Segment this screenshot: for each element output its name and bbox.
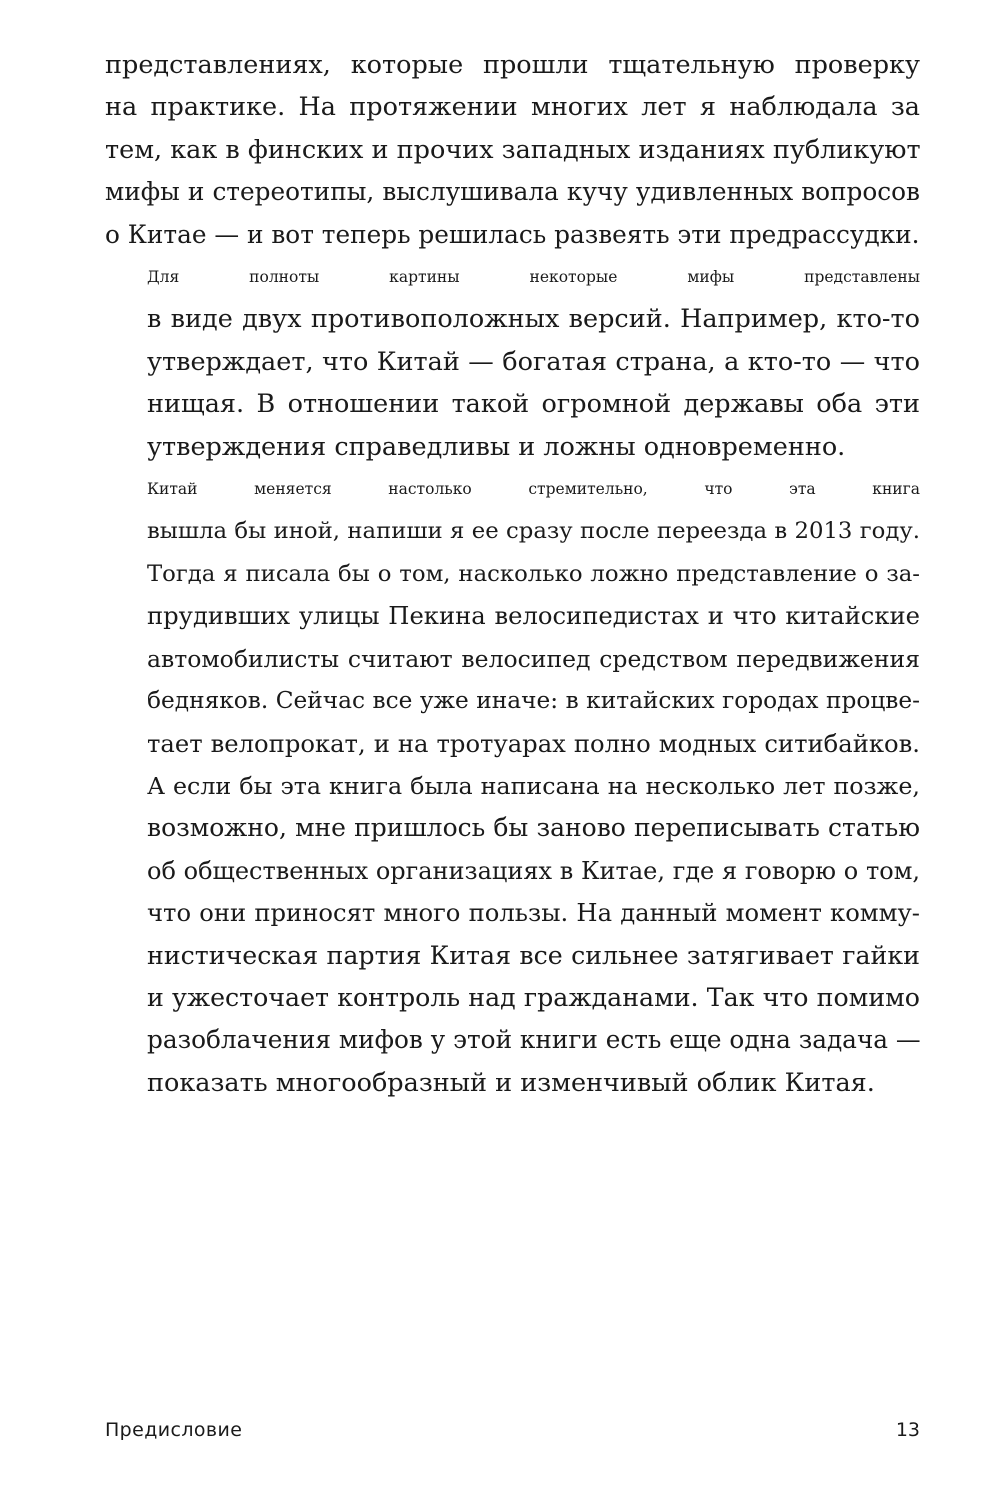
body-text: [105, 44, 920, 1104]
page-number: 13: [895, 1419, 920, 1441]
paragraph: [105, 44, 920, 256]
text-line: утверждает, что Китай — богатая страна, а кто-то — что: [147, 346, 920, 377]
text-line: тает велопрокат, и на тротуарах полно модных ситибайков.: [147, 728, 920, 758]
text-line: показать многообразный и изменчивый облик Китая.: [147, 1067, 875, 1098]
text-line: разоблачения мифов у этой книги есть еще одна задача —: [147, 1025, 921, 1055]
text-line: нищая. В отношении такой огромной державы оба эти: [147, 389, 920, 420]
text-line: прудивших улицы Пекина велосипедистах и что китайские: [147, 601, 920, 631]
text-line: нистическая партия Китая все сильнее затягивает гайки: [147, 940, 920, 970]
text-line: возможно, мне пришлось бы заново переписывать статью: [147, 813, 920, 843]
text-line: вышла бы иной, напиши я ее сразу после переезда в 2013 году.: [147, 518, 920, 545]
text-line: мифы и стереотипы, выслушивала кучу удивленных вопросов: [105, 177, 920, 207]
text-line: Тогда я писала бы о том, насколько ложно представление о за-: [147, 560, 920, 587]
text-line: автомобилисты считают велосипед средством передвижения: [147, 644, 920, 673]
paragraph: [105, 256, 920, 468]
text-line: на практике. На протяжении многих лет я наблюдала за: [105, 92, 920, 123]
text-line: представлениях, которые прошли тщательную проверку: [105, 50, 920, 80]
text-line: А если бы эта книга была написана на несколько лет позже,: [147, 771, 920, 800]
text-line: Для полноты картины некоторые мифы представлены: [147, 268, 920, 287]
text-line: в виде двух противоположных версий. Например, кто-то: [147, 304, 920, 335]
running-footer-title: Предисловие: [105, 1419, 243, 1441]
text-line: об общественных организациях в Китае, где я говорю о том,: [147, 856, 920, 885]
text-line: Китай меняется настолько стремительно, что эта книга: [147, 480, 920, 499]
text-line: о Китае — и вот теперь решилась развеять эти предрассудки.: [105, 219, 920, 249]
text-line: и ужесточает контроль над гражданами. Так что помимо: [147, 982, 920, 1012]
text-line: что они приносят много пользы. На данный момент комму-: [147, 898, 920, 928]
paragraph: [105, 468, 920, 1104]
text-line: утверждения справедливы и ложны одновременно.: [147, 431, 846, 462]
text-line: тем, как в финских и прочих западных изданиях публикуют: [105, 134, 921, 165]
text-line: бедняков. Сейчас все уже иначе: в китайских городах процве-: [147, 687, 920, 715]
